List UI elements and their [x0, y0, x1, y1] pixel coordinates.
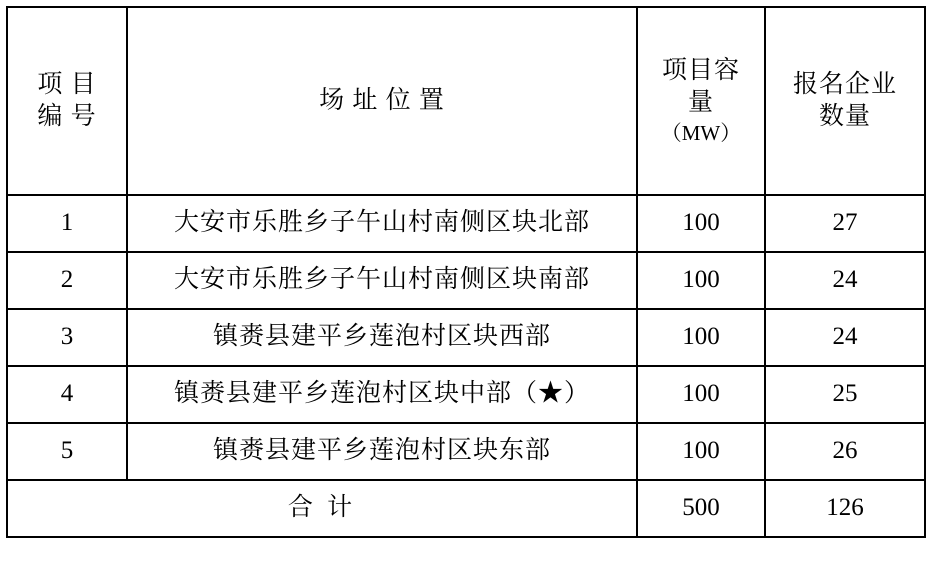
header-capacity-line-3: （MW） — [660, 120, 742, 145]
cell-project-id: 1 — [7, 195, 127, 252]
cell-total-capacity: 500 — [637, 480, 765, 537]
cell-capacity: 100 — [637, 309, 765, 366]
cell-applicants: 27 — [765, 195, 925, 252]
cell-applicants: 26 — [765, 423, 925, 480]
header-applicants — [765, 7, 925, 195]
cell-location: 大安市乐胜乡子午山村南侧区块南部 — [127, 252, 637, 309]
header-location: 场 址 位 置 — [127, 7, 637, 195]
header-project-id-line-2: 编 号 — [37, 103, 97, 130]
table-row — [7, 366, 925, 423]
cell-location: 镇赉县建平乡莲泡村区块中部（★） — [127, 366, 637, 423]
header-project-id-line-1: 项 目 — [37, 70, 97, 98]
cell-project-id: 5 — [7, 423, 127, 480]
header-applicants-line-2: 数量 — [818, 103, 871, 130]
table-row — [7, 195, 925, 252]
table-row — [7, 309, 925, 366]
cell-location: 镇赉县建平乡莲泡村区块西部 — [127, 309, 637, 366]
table-total-row — [7, 480, 925, 537]
cell-capacity: 100 — [637, 423, 765, 480]
document-page — [0, 6, 932, 568]
project-table — [6, 6, 926, 538]
table-row — [7, 252, 925, 309]
cell-capacity: 100 — [637, 252, 765, 309]
header-project-id — [7, 7, 127, 195]
cell-capacity: 100 — [637, 195, 765, 252]
header-applicants-line-1: 报名企业 — [792, 70, 897, 98]
cell-project-id: 2 — [7, 252, 127, 309]
header-capacity-line-2: 量 — [687, 89, 714, 117]
header-capacity-line-1: 项目容 — [661, 56, 740, 84]
cell-applicants: 25 — [765, 366, 925, 423]
cell-capacity: 100 — [637, 366, 765, 423]
cell-applicants: 24 — [765, 309, 925, 366]
cell-project-id: 3 — [7, 309, 127, 366]
cell-location: 大安市乐胜乡子午山村南侧区块北部 — [127, 195, 637, 252]
header-capacity — [637, 7, 765, 195]
cell-applicants: 24 — [765, 252, 925, 309]
table-row — [7, 423, 925, 480]
cell-project-id: 4 — [7, 366, 127, 423]
table-header-row — [7, 7, 925, 195]
cell-total-label: 合 计 — [7, 480, 637, 537]
cell-total-applicants: 126 — [765, 480, 925, 537]
cell-location: 镇赉县建平乡莲泡村区块东部 — [127, 423, 637, 480]
